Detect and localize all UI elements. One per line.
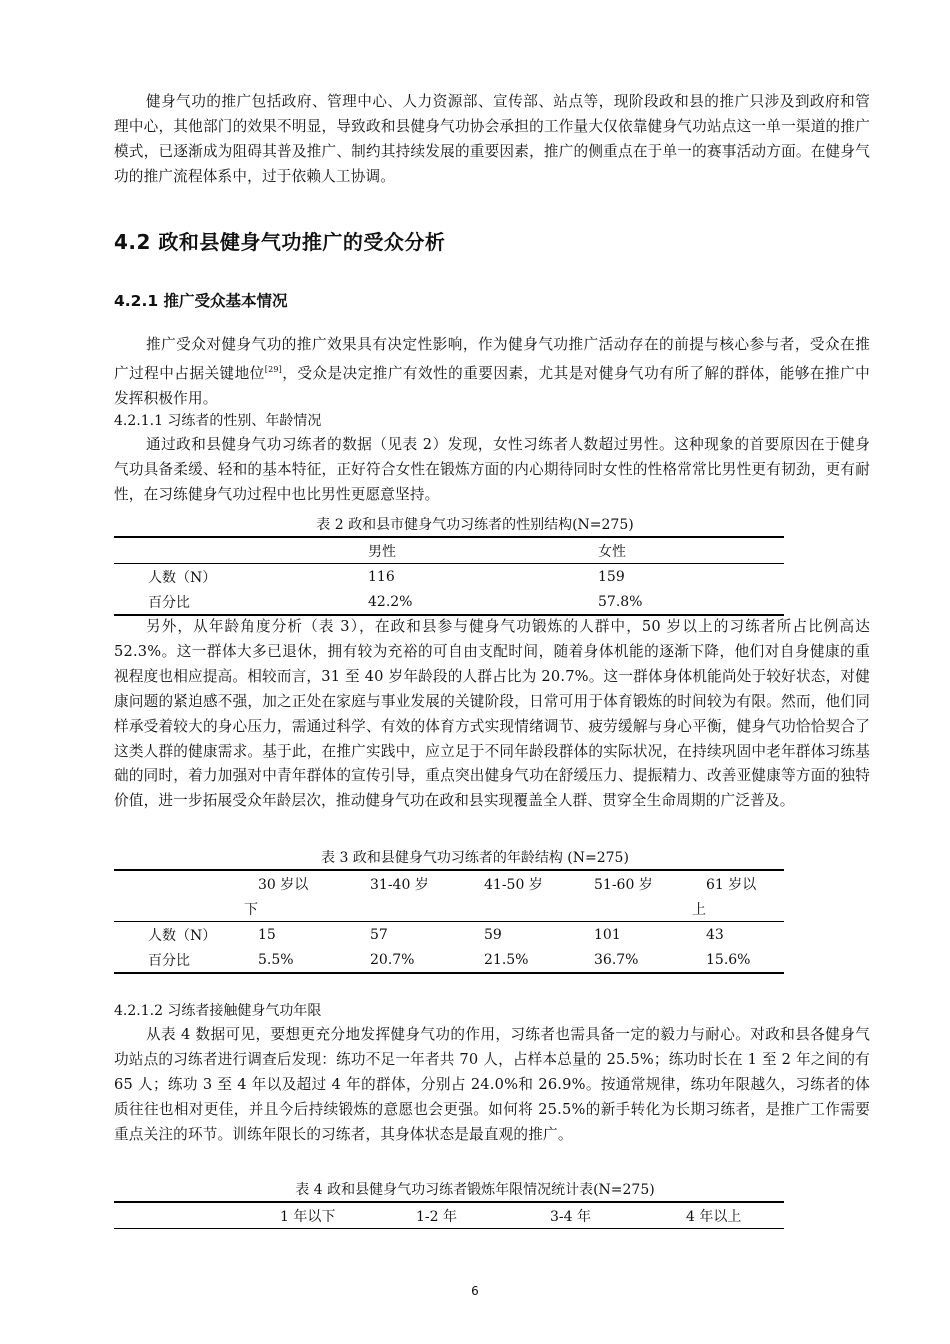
table2-header-cell: 女性 <box>598 543 626 560</box>
audience-text-1: 推广受众对健身气功的推广效果具有决定性影响，作为健身气功推广活动存在的前提与核心参与者，受众在推广过程中占据关键地位 <box>114 336 870 382</box>
table3-cell: 43 <box>706 926 724 943</box>
subsection-title: 4.2.1 推广受众基本情况 <box>114 292 288 310</box>
age-paragraph-block <box>114 615 870 814</box>
table3-header-wrap: 下 <box>244 901 258 918</box>
table3-header-cell: 51-60 岁 <box>594 876 653 893</box>
audience-paragraph <box>114 333 870 412</box>
table4-caption: 表 4 政和县健身气功习练者锻炼年限情况统计表(N=275) <box>295 1182 655 1198</box>
table2-cell: 116 <box>368 568 395 585</box>
audience-text-2: ，受众是决定推广有效性的重要因素，尤其是对健身气功有所了解的群体，能够在推广中发挥积极作用。 <box>114 364 870 407</box>
table4-header-cell: 4 年以上 <box>686 1208 742 1225</box>
subsub-title-2: 4.2.1.2 习练者接触健身气功年限 <box>114 1003 322 1019</box>
table-row <box>114 589 784 615</box>
table3-cell: 59 <box>484 926 502 943</box>
table2-cell: 人数（N） <box>148 569 217 586</box>
table-row <box>114 947 784 973</box>
table3-cell: 20.7% <box>370 951 415 968</box>
gender-paragraph-block <box>114 433 870 508</box>
table3-header-row <box>114 870 784 896</box>
table3-header-cell: 61 岁以 <box>706 876 757 893</box>
years-paragraph-block <box>114 1023 870 1148</box>
subsub-title-1: 4.2.1.1 习练者的性别、年龄情况 <box>114 413 322 429</box>
table4-header-cell <box>114 1202 280 1229</box>
table3-cell: 101 <box>594 926 621 943</box>
table-row <box>114 922 784 948</box>
table4-header-cell: 1 年以下 <box>280 1208 336 1225</box>
audience-paragraph-block <box>114 333 870 412</box>
table3-caption: 表 3 政和县健身气功习练者的年龄结构 (N=275) <box>321 850 629 866</box>
intro-paragraph: 健身气功的推广包括政府、管理中心、人力资源部、宣传部、站点等，现阶段政和县的推广只涉及到政府和管理中心，其他部门的效果不明显，导致政和县健身气功协会承担的工作量大仅依靠健身气功站点这一单一渠道的推广模式，已逐渐成为阻碍其普及推广、制约其持续发展的重要因素，推广的侧重点在于单一的赛事活动方面。在健身气功的推广流程体系中，过于依赖人工协调。 <box>114 93 870 185</box>
table3-cell: 百分比 <box>148 952 190 969</box>
page-number: 6 <box>471 1284 479 1298</box>
table4-header-cell: 3-4 年 <box>550 1208 591 1225</box>
table2-caption: 表 2 政和县市健身气功习练者的性别结构(N=275) <box>316 517 634 533</box>
table4-header-row <box>114 1202 784 1229</box>
table3-cell: 57 <box>370 926 388 943</box>
table3-cell: 21.5% <box>484 951 529 968</box>
table2-cell: 57.8% <box>598 593 643 610</box>
years-paragraph: 从表 4 数据可见，要想更充分地发挥健身气功的作用，习练者也需具备一定的毅力与耐心。对政和县各健身气功站点的习练者进行调查后发现：练功不足一年者共 70 人，占样本总量的 25.5%；练功时长在 1 至 2 年之间的有 65 人；练功 3 至 4 年以及超过 4 年的群体，分别占 24.0%和 26.9%。按通常规律，练功年限越久，习练者的体质往往也相对更佳，并且今后持续锻炼的意愿也会更强。如何将 25.5%的新手转化为长期习练者，是推广工作需要重点关注的环节。训练年限长的习练者，其身体状态是最直观的推广。 <box>114 1026 870 1143</box>
table2-header-cell: 男性 <box>368 543 396 560</box>
table2-cell: 42.2% <box>368 593 413 610</box>
table3-cell: 15 <box>258 926 276 943</box>
intro-paragraph-block <box>114 90 870 190</box>
table4-header-cell: 1-2 年 <box>416 1208 457 1225</box>
table3-header-cell: 31-40 岁 <box>370 876 429 893</box>
table3-cell: 5.5% <box>258 951 294 968</box>
table2-cell: 159 <box>598 568 625 585</box>
table2-cell: 百分比 <box>148 594 190 611</box>
table3 <box>114 869 784 974</box>
table4 <box>114 1201 784 1231</box>
table2-header-cell <box>114 537 368 564</box>
table2-header-row <box>114 537 784 564</box>
table3-cell: 人数（N） <box>148 927 217 944</box>
age-paragraph: 另外，从年龄角度分析（表 3），在政和县参与健身气功锻炼的人群中，50 岁以上的习练者所占比例高达 52.3%。这一群体大多已退休，拥有较为充裕的可自由支配时间，随着身体机能的逐渐下降，他们对自身健康的重视程度也相应提高。相较而言，31 至 40 岁年龄段的人群占比为 20.7%。这一群体身体机能尚处于较好状态，对健康问题的紧迫感不强，加之正处在家庭与事业发展的关键阶段，日常可用于体育锻炼的时间较为有限。然而，他们同样承受着较大的身心压力，需通过科学、有效的体育方式实现情绪调节、疲劳缓解与身心平衡，健身气功恰恰契合了这类人群的健康需求。基于此，在推广实践中，应立足于不同年龄段群体的实际状况，在持续巩固中老年群体习练基础的同时，着力加强对中青年群体的宣传引导，重点突出健身气功在舒缓压力、提振精力、改善亚健康等方面的独特价值，进一步拓展受众年龄层次，推动健身气功在政和县实现覆盖全人群、贯穿全生命周期的广泛普及。 <box>114 618 870 810</box>
section-title: 4.2 政和县健身气功推广的受众分析 <box>114 230 446 254</box>
table3-header-cell: 30 岁以 <box>258 876 309 893</box>
table-row <box>114 564 784 590</box>
table2 <box>114 536 784 616</box>
table3-cell: 36.7% <box>594 951 639 968</box>
gender-paragraph: 通过政和县健身气功习练者的数据（见表 2）发现，女性习练者人数超过男性。这种现象的首要原因在于健身气功具备柔缓、轻和的基本特征，正好符合女性在锻炼方面的内心期待同时女性的性格常常比男性更有韧劲，更有耐性，在习练健身气功过程中也比男性更愿意坚持。 <box>114 436 870 503</box>
table3-header-wrap-row <box>114 896 784 922</box>
table3-cell: 15.6% <box>706 951 751 968</box>
table3-header-cell: 41-50 岁 <box>484 876 543 893</box>
table3-header-wrap: 上 <box>692 901 706 918</box>
citation-ref: [29] <box>264 364 282 374</box>
